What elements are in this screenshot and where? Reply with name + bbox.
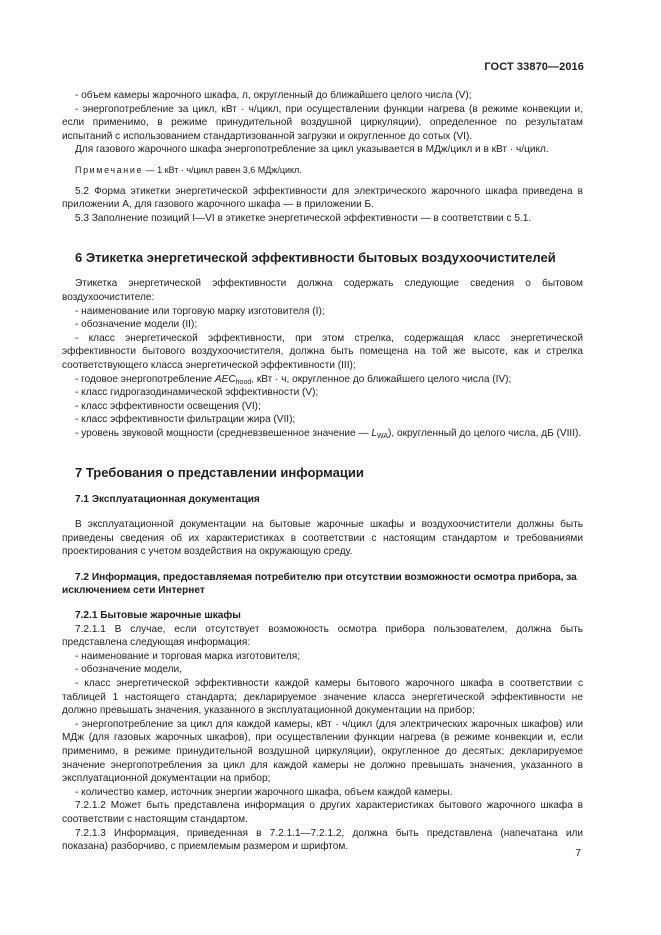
note-label: Примечание [75,164,144,175]
list-item: - класс энергетической эффективности каждой камеры бытового жарочного шкафа в соответствии с таблицей 1 настоящего стандарта; декларируемое значение класса энергетической эффективности не должно превышать значения, указанного в эксплуатационной документации на прибор; [62,678,583,717]
paragraph: Этикетка энергетической эффективности должна содержать следующие сведения о бытовом воздухоочистителе: [62,278,583,303]
paragraph-7-2-1-2: 7.2.1.2 Может быть представлена информация о других характеристиках бытового жарочного шкафа в соответствии с настоящим стандартом. [62,800,583,825]
list-item [62,427,583,441]
paragraph: В эксплуатационной документации на бытовые жарочные шкафы и воздухоочистители должны быть приведены сведения об их характеристиках в соответствии с настоящим стандартом и требованиями проектирования с учетом воздействия на окружающую среду. [62,519,583,558]
list-item: - количество камер, источник энергии жарочного шкафа, объем каждой камеры. [75,786,453,798]
section-7-heading: 7 Требования о представлении информации [75,465,364,481]
section-7-2-1-heading: 7.2.1 Бытовые жарочные шкафы [75,610,241,622]
page-number: 7 [575,848,581,859]
list-item: - класс эффективности фильтрации жира (VII); [75,414,296,426]
note-text: — 1 кВт · ч/цикл равен 3,6 МДж/цикл. [143,164,302,175]
list-item [62,373,583,387]
paragraph-7-2-1-1: 7.2.1.1 В случае, если отсутствует возможность осмотра прибора пользователем, должна быть представлена следующая информация: [62,623,583,649]
list-item: - объем камеры жарочного шкафа, л, округленный до ближайшего целого числа (V); [75,90,472,101]
page-content [62,89,583,854]
text-run: ), округленный до целого числа, дБ (VIII). [388,427,582,439]
list-item: - наименование или торговую марку изготовителя (I); [75,305,325,317]
subscript: WA [377,432,389,440]
paragraph-5-2: 5.2 Форма этикетки энергетической эффективности для электрического жарочного шкафа приведена в приложении А, для газового жарочного шкафа — в приложении Б. [62,185,583,211]
list-item: - энергопотребление за цикл для каждой камеры, кВт · ч/цикл (для электрических жарочных шкафов) или МДж (для газовых жарочных шкафов), при осуществлении функции нагрева (в режиме конвекции и, если применимо, в режиме принудительной воздушной циркуляции), округленное до десятых; декларируемое значение энергопотребления за цикл для каждой камеры не должно превышать значения, указанного в эксплуатационной документации на прибор; [62,718,583,785]
text-run: - годовое энергопотребление [75,373,215,385]
paragraph-5-3: 5.3 Заполнение позиций I—VI в этикетке энергетической эффективности — в соответствии с 5.1. [75,212,532,224]
paragraph: Для газового жарочного шкафа энергопотребление за цикл указывается в МДж/цикл и в кВт · ч/цикл. [75,144,549,156]
section-7-1-heading: 7.1 Эксплуатационная документация [75,494,260,506]
variable: L [371,427,377,439]
list-item: - класс гидрогазодинамической эффективности (V); [75,387,319,399]
list-item: - класс эффективности освещения (VI); [75,400,261,412]
variable: AEC [214,373,236,385]
list-item: - обозначение модели, [75,664,182,676]
document-id-header: ГОСТ 33870—2016 [484,61,584,73]
text-run: - уровень звуковой мощности (средневзвешенное значение — [75,427,372,439]
text-run: , кВт · ч, округленное до ближайшего целого числа (IV); [251,373,512,385]
list-item: - наименование и торговая марка изготовителя; [75,650,301,662]
list-item: - класс энергетической эффективности, при этом стрелка, содержащая класс энергетической эффективности бытового воздухоочистителя, должна быть помещена на той же высоте, как и стрелка соответствующего класса энергетической эффективности (III); [62,332,583,371]
note [62,164,583,178]
section-7-2-heading: 7.2 Информация, предоставляемая потребителю при отсутствии возможности осмотра прибора, за исключением сети Интернет [62,571,577,597]
list-item: - энергопотребление за цикл, кВт · ч/цикл, при осуществлении функции нагрева (в режиме конвекции и, если применимо, в режиме принудительной воздушной циркуляции), определенное по результатам испытаний с использованием стандартизованной загрузки и округленное до сотых (VI). [62,103,583,142]
list-item: - обозначение модели (II); [75,319,198,331]
section-6-heading: 6 Этикетка энергетической эффективности бытовых воздухоочистителей [75,250,556,266]
paragraph-7-2-1-3: 7.2.1.3 Информация, приведенная в 7.2.1.1—7.2.1.2, должна быть представлена (напечатана или показана) разборчиво, с приемлемым размером и шрифтом. [62,827,583,853]
subscript: hood [235,378,252,386]
